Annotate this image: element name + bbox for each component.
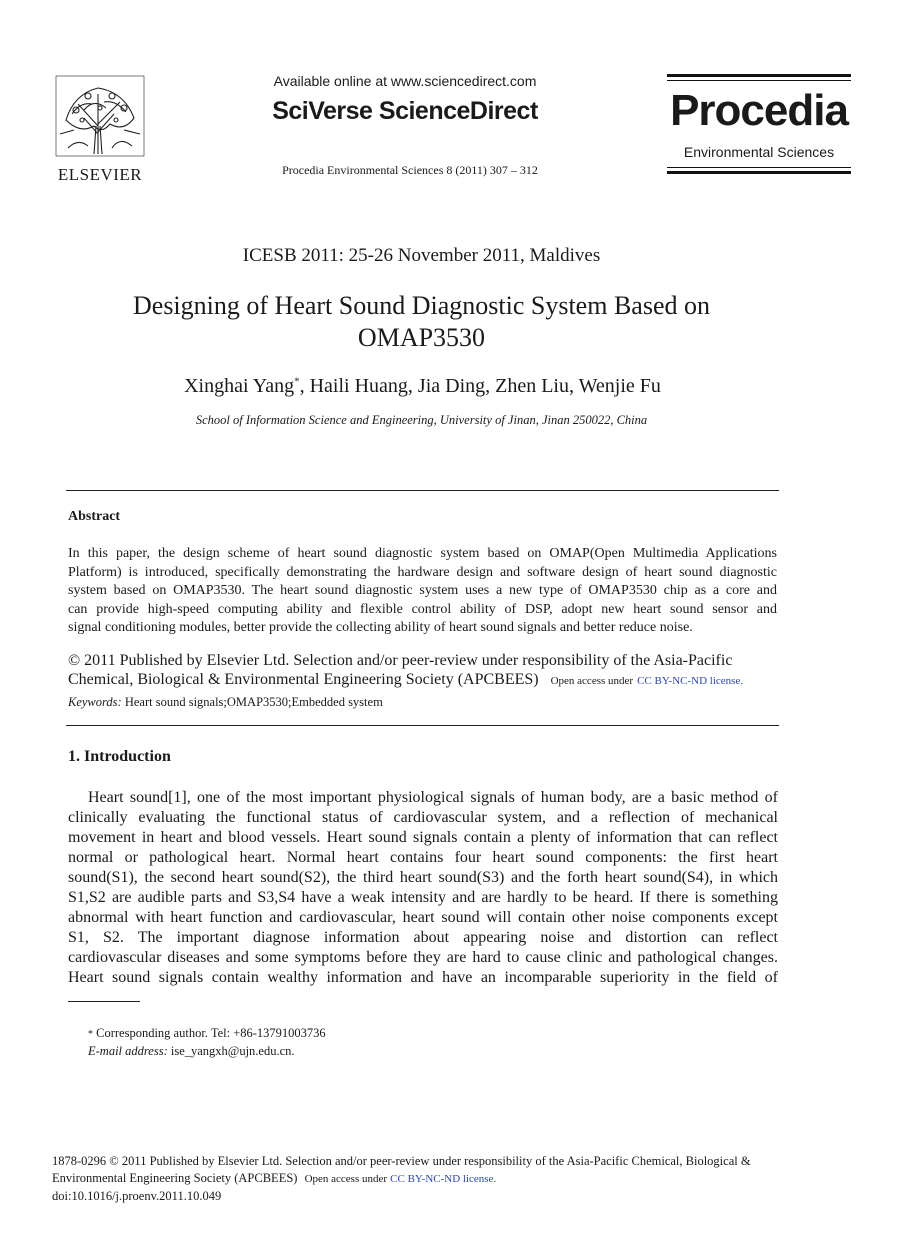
procedia-subtitle: Environmental Sciences [683,144,835,160]
footer-society: Environmental Engineering Society (APCBEES) [52,1171,298,1185]
procedia-top-rule [667,74,851,77]
intro-line: sound(S1), the second heart sound(S2), the third heart sound(S3) and the forth heart sound(S4), in which [68,869,778,886]
procedia-top-rule-thin [667,80,851,81]
abstract-line: signal conditioning modules, better provide the collecting ability of heart sound signals and better reduce noise. [68,620,693,635]
copyright-line: Chemical, Biological & Environmental Engineering Society (APCBEES) [68,671,539,688]
introduction-body [68,788,778,988]
elsevier-logo [54,74,146,184]
footer-license-link[interactable]: CC BY-NC-ND license. [390,1173,497,1185]
intro-line: normal or pathological heart. Normal heart contains four heart sound components: the first heart [68,849,778,866]
footer-open-access: Open access under [304,1173,388,1185]
copyright-notice [68,651,780,691]
procedia-title: Procedia [670,86,848,135]
intro-line: S1, S2. The important diagnose information about appearing noise and distortion can reflect [68,929,778,946]
email-label: E-mail address: [88,1044,168,1058]
paper-title-line: OMAP3530 [357,323,486,352]
intro-line: S1,S2 are audible parts and S3,S4 have a weak intensity and are hardly to be heard. If there is something [68,889,778,906]
footer-doi[interactable]: doi:10.1016/j.proenv.2011.10.049 [52,1189,222,1203]
footnote [88,1025,326,1060]
abstract-line: In this paper, the design scheme of heart sound diagnostic system based on OMAP(Open Multimedia Applications [68,546,777,561]
keywords [68,695,383,710]
email-address[interactable]: ise_yangxh@ujn.edu.cn. [170,1044,295,1058]
footnote-rule [68,1001,140,1002]
abstract-line: Platform) is introduced, specifically demonstrating the hardware design and software design of heart sound diagnostic [68,564,777,580]
corresponding-author: Corresponding author. Tel: +86-13791003736 [96,1026,326,1040]
conference-line: ICESB 2011: 25-26 November 2011, Maldives [242,245,601,266]
author-list [0,375,845,398]
footnote-mark: * [88,1029,93,1040]
abstract-heading: Abstract [68,509,121,524]
procedia-bottom-rule [667,171,851,174]
abstract-line: can provide high-speed computing ability and flexible control ability of DSP, adopt new heart sound sensor and [68,601,777,617]
paper-title-line: Designing of Heart Sound Diagnostic System Based on [133,291,710,320]
elsevier-tree-icon [54,74,146,158]
copyright-line: © 2011 Published by Elsevier Ltd. Selection and/or peer-review under responsibility of the Asia-Pacific [68,652,733,669]
intro-line: Heart sound signals contain wealthy information and have an incomparable superiority in the field of [68,969,778,986]
author-rest: , Haili Huang, Jia Ding, Zhen Liu, Wenjie Fu [299,375,661,397]
abstract-body [68,545,777,638]
keywords-value: Heart sound signals;OMAP3530;Embedded system [124,695,383,709]
intro-line: clinically evaluating the functional status of cardiovascular system, and a reflection of mechanical [68,809,778,826]
page-footer [52,1153,812,1205]
affiliation: School of Information Science and Engineering, University of Jinan, Jinan 250022, China [195,413,648,427]
journal-citation: Procedia Environmental Sciences 8 (2011) 307 – 312 [282,163,538,177]
procedia-logo [667,74,851,178]
intro-line: cardiovascular diseases and some symptoms before they are hard to cause clinic and pathological changes. [68,949,778,966]
author-mark: * [294,375,300,388]
intro-line: movement in heart and blood vessels. Heart sound signals contain a plenty of information that can reflect [68,829,778,846]
sciencedirect-brand: SciVerse ScienceDirect [272,97,538,125]
abstract-line: system based on OMAP3530. The heart sound diagnostic system uses a new type of OMAP3530 chip as a core and [68,583,777,598]
paper-title [0,290,843,354]
author-first: Xinghai Yang [184,375,295,397]
available-online: Available online at www.sciencedirect.com [273,73,537,89]
procedia-bottom-rule-thin [667,167,851,168]
open-access-label: Open access under [550,675,634,687]
section-heading: 1. Introduction [68,748,171,765]
intro-line: Heart sound[1], one of the most important physiological signals of human body, are a basic method of [88,789,778,806]
divider-bottom [66,725,779,726]
intro-line: abnormal with heart function and cardiovascular, heart sound will contain other noise components except [68,909,778,926]
license-link[interactable]: CC BY-NC-ND license. [637,675,744,687]
footer-copyright: 1878-0296 © 2011 Published by Elsevier Ltd. Selection and/or peer-review under responsibility of the Asia-Pacific Chemical, Biological & [52,1154,751,1168]
divider-top [66,490,779,491]
publisher-logo-text: ELSEVIER [57,165,143,184]
keywords-label: Keywords: [68,695,122,709]
